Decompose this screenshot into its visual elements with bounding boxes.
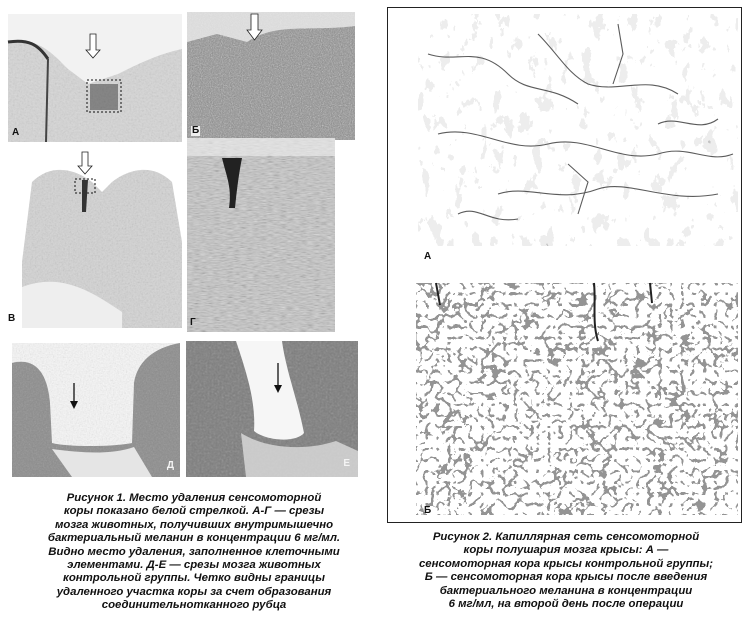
figure1-caption-line: бактериальный меланин в концентрации 6 мг/мл. xyxy=(47,532,341,545)
figure2-panel-b-label: Б xyxy=(424,505,432,516)
figure1-panel-g-micrograph xyxy=(187,138,335,332)
figure1-caption-line: элементами. Д-Е — срезы мозга животных xyxy=(67,559,321,572)
figure1-caption-line: коры показано белой стрелкой. А-Г — срезы xyxy=(63,505,325,518)
figure1-caption-line: мозга животных, получивших внутримышечно xyxy=(54,518,334,531)
figure2-caption-line: сенсомоторная кора крысы контрольной группы; xyxy=(418,557,714,570)
figure2-panel-a-label: А xyxy=(424,251,432,262)
figure2-panel-a-micrograph xyxy=(418,14,738,246)
figure1-caption-line: удаленного участка коры за счет образования xyxy=(56,585,332,598)
figure1-panel-v-micrograph xyxy=(8,152,182,328)
figure1-panel-e-label: Е xyxy=(343,458,350,469)
figure1-panel-b-label: Б xyxy=(192,125,200,136)
figure1-caption-line: соединительнотканного рубца xyxy=(101,599,287,612)
figure2-caption-line: бактериального меланина в концентрации xyxy=(439,584,693,597)
figure1-panel-b-micrograph xyxy=(187,12,355,140)
figure2-caption-line: Рисунок 2. Капиллярная сеть сенсомоторной xyxy=(432,531,700,543)
figure2-caption xyxy=(384,531,748,611)
figure1-caption xyxy=(8,492,380,613)
figure1-panel-a-label: А xyxy=(12,127,20,138)
figure2-caption-line: 6 мг/мл, на второй день после операции xyxy=(448,598,684,611)
figure2-caption-line: Б — сенсомоторная кора крысы после введения xyxy=(424,571,708,584)
figure1-caption-line: Рисунок 1. Место удаления сенсомоторной xyxy=(66,492,322,504)
figure1-panel-e-micrograph xyxy=(186,341,358,477)
figure1-panel-d-label: Д xyxy=(166,460,174,471)
figure1-panel-v-label: В xyxy=(8,313,16,324)
figure1-panel-d-micrograph xyxy=(12,343,180,477)
figure2-panel-b-micrograph xyxy=(416,283,738,515)
figure1-caption-line: Видно место удаления, заполненное клеточными xyxy=(48,545,340,558)
figure1-panel-a-micrograph xyxy=(8,14,182,142)
figure1-caption-line: контрольной группы. Четко видны границы xyxy=(63,572,325,585)
figure1-panel-g-label: Г xyxy=(190,317,196,328)
figure2-caption-line: коры полушария мозга крысы: А — xyxy=(463,544,669,557)
